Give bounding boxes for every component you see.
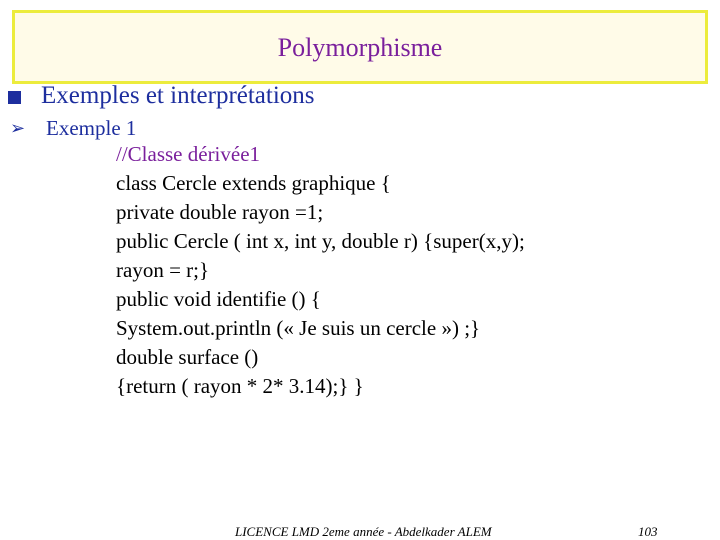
sub-bullet-text: Exemple 1 [46,116,137,140]
square-bullet-icon [8,91,21,104]
code-block [116,140,525,401]
slide-title-box [12,10,708,84]
bullet-item [8,82,315,110]
code-line: System.out.println (« Je suis un cercle ») ;} [116,316,481,340]
sub-bullet-item [10,116,136,141]
code-line: public void identifie () { [116,287,321,311]
slide-title: Polymorphisme [277,33,443,62]
code-comment-line: //Classe dérivée1 [116,142,261,166]
code-line: private double rayon =1; [116,200,324,224]
code-line: class Cercle extends graphique { [116,171,391,195]
code-line: public Cercle ( int x, int y, double r) {super(x,y); [116,229,525,253]
code-line: {return ( rayon * 2* 3.14);} } [116,374,364,398]
code-line: double surface () [116,345,259,369]
bullet-text: Exemples et interprétations [41,82,315,109]
slide-footer: LICENCE LMD 2eme année - Abdelkader ALEM [235,524,492,539]
arrow-bullet-icon: ➢ [10,118,26,139]
code-line: rayon = r;} [116,258,210,282]
page-number: 103 [638,524,658,539]
